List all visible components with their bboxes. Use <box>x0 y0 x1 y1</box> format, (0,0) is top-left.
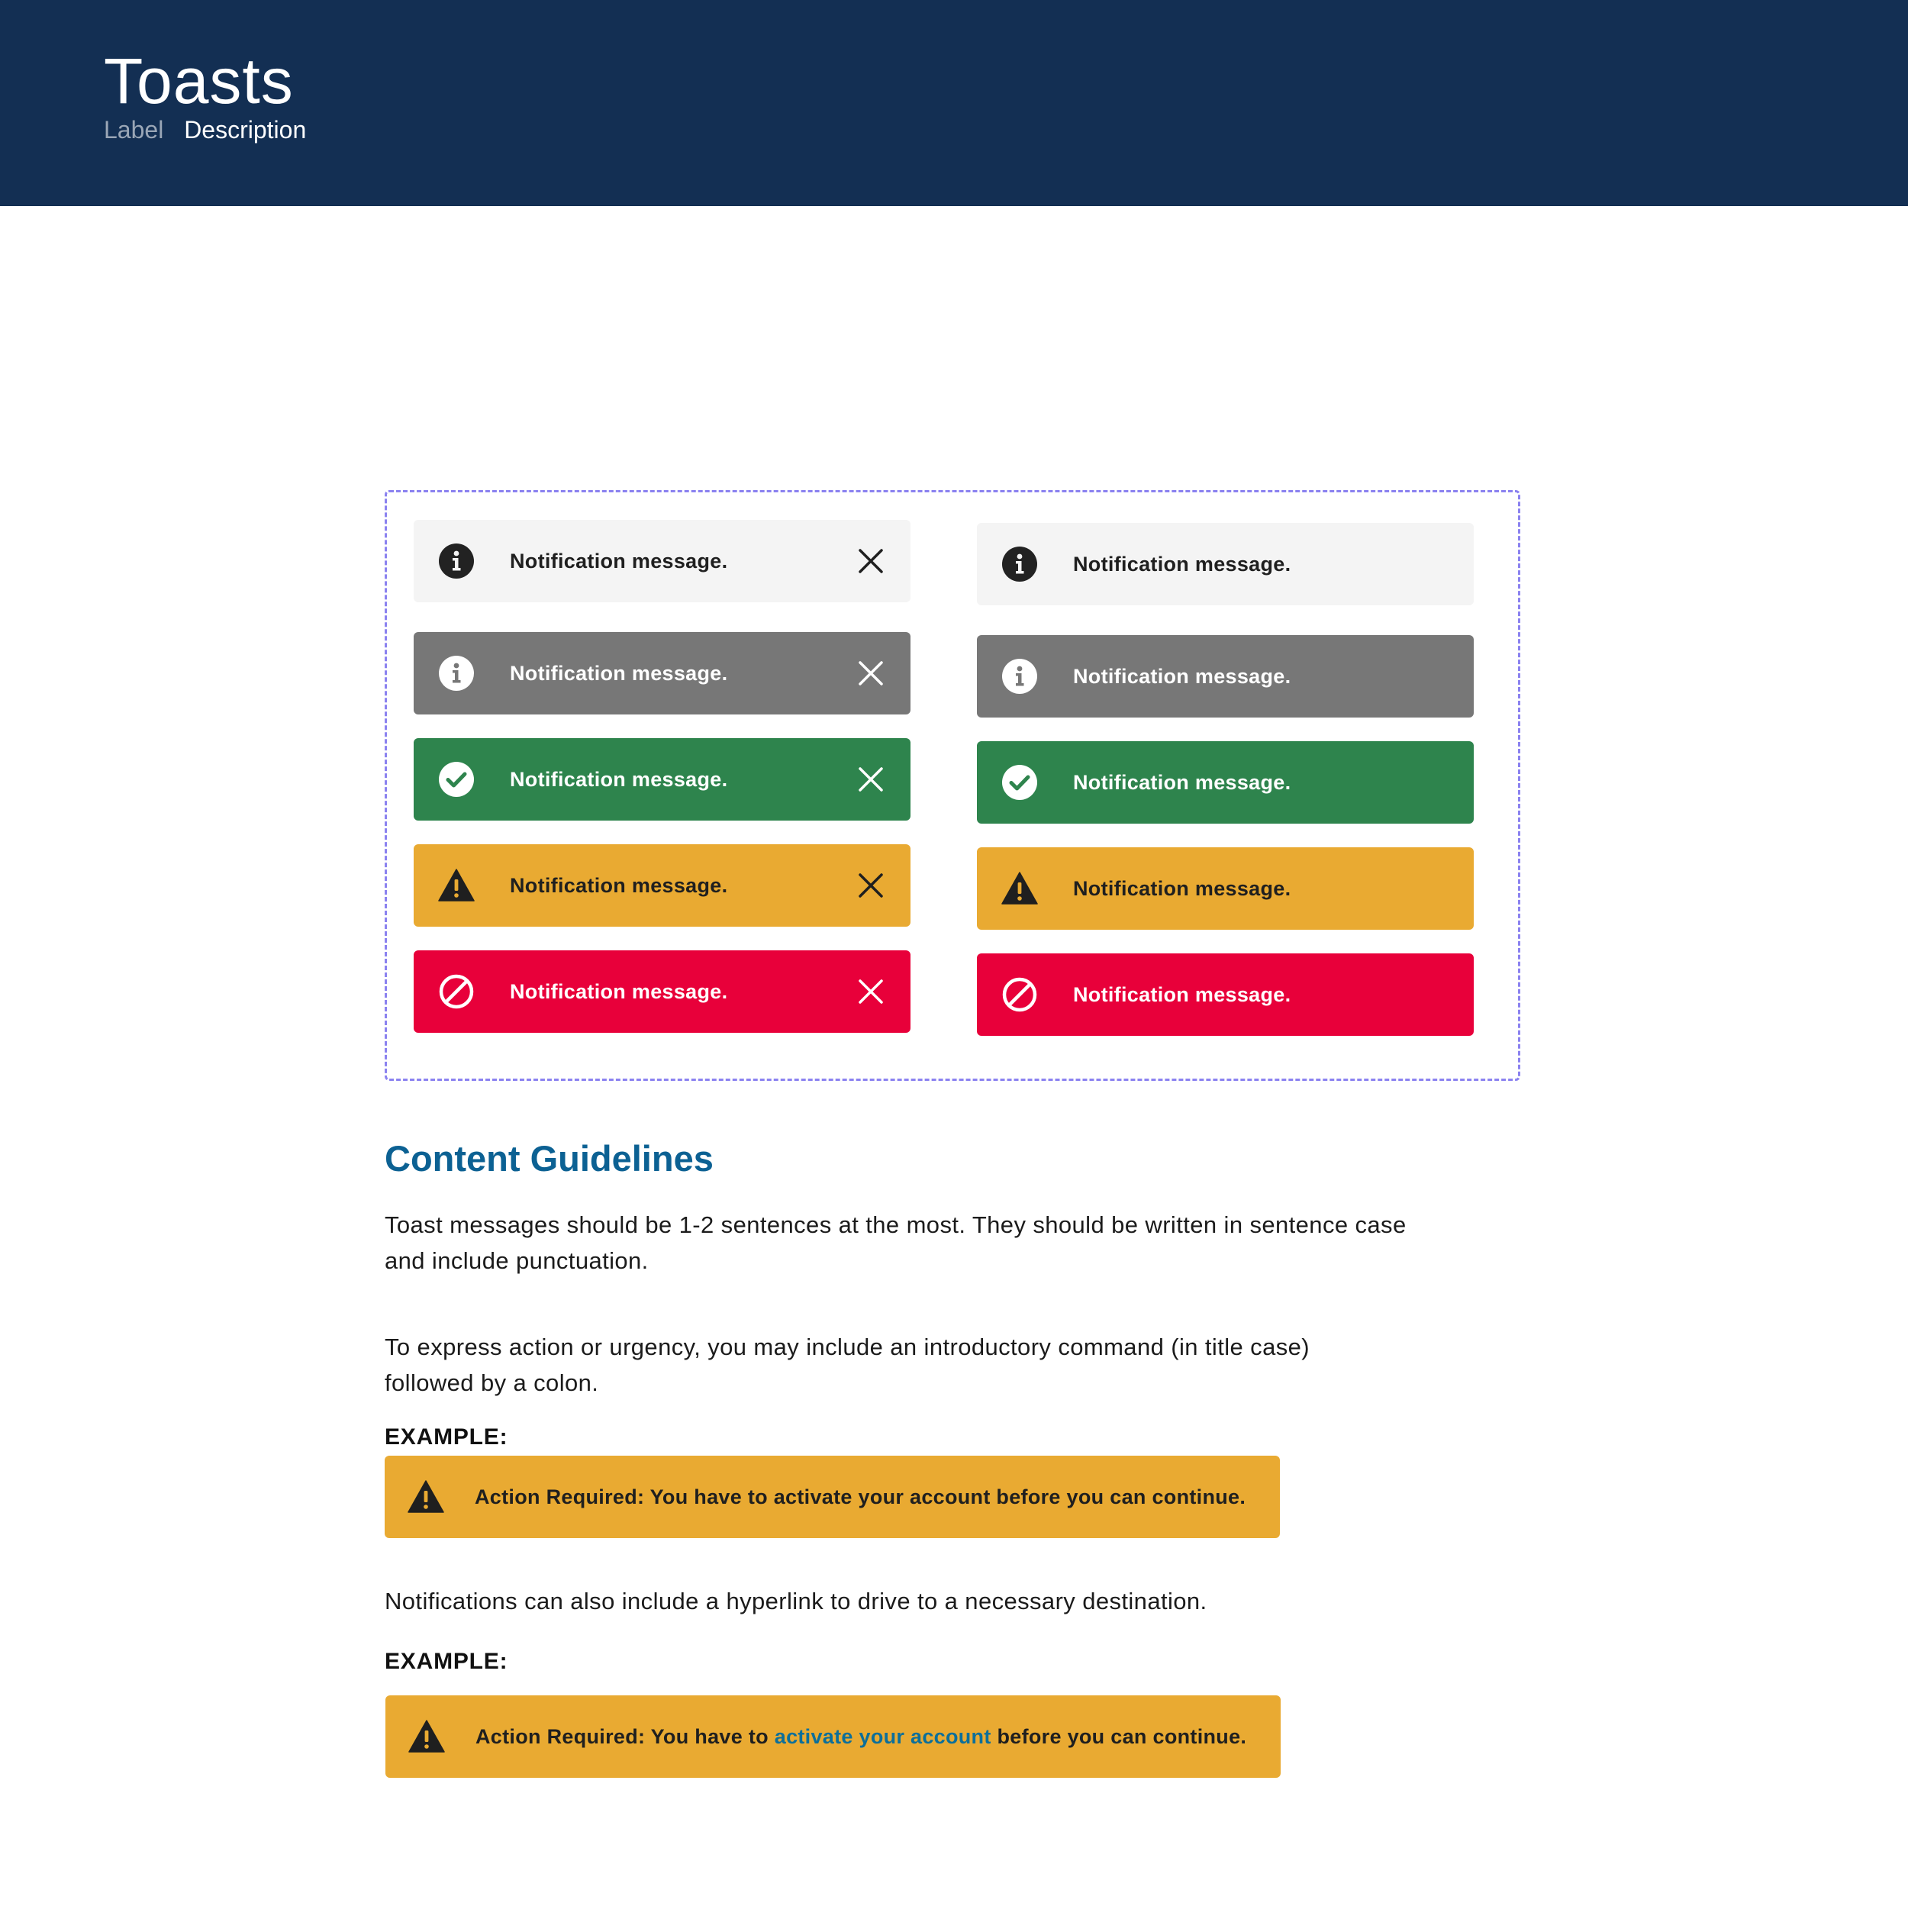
toast-message: Notification message. <box>510 549 728 573</box>
guideline-paragraph-1 <box>385 1207 1529 1279</box>
toast-info-dark-dismissible <box>414 632 910 714</box>
toast-info-dark <box>977 635 1474 718</box>
close-icon[interactable] <box>857 872 885 899</box>
info-icon <box>438 655 475 692</box>
warning-triangle-icon <box>438 867 475 904</box>
page-title: Toasts <box>104 45 294 117</box>
close-icon[interactable] <box>857 766 885 793</box>
prohibited-icon <box>1001 976 1038 1013</box>
toast-error-dismissible <box>414 950 910 1033</box>
toast-message: Notification message. <box>510 767 728 791</box>
toast-warning-dismissible <box>414 844 910 927</box>
toast-demo-container <box>385 490 1520 1081</box>
toast-message: Notification message. <box>1073 770 1291 794</box>
toast-message-start: Action Required: You have to <box>475 1724 775 1748</box>
toast-message: Notification message. <box>510 661 728 685</box>
paragraph-line: To express action or urgency, you may include an introductory command (in title case) <box>385 1334 1310 1360</box>
toast-message: Notification message. <box>1073 552 1291 576</box>
example-label: EXAMPLE: <box>385 1649 508 1674</box>
toast-message: Notification message. <box>510 873 728 897</box>
paragraph-line: and include punctuation. <box>385 1247 649 1274</box>
toast-info-light-dismissible <box>414 520 910 602</box>
paragraph-line: Toast messages should be 1-2 sentences at the most. They should be written in sentence case <box>385 1211 1407 1238</box>
check-circle-icon <box>1001 764 1038 801</box>
toast-error <box>977 953 1474 1036</box>
close-icon[interactable] <box>857 547 885 575</box>
section-title: Content Guidelines <box>385 1138 714 1179</box>
toast-info-light <box>977 523 1474 605</box>
toast-message: Notification message. <box>1073 982 1291 1006</box>
paragraph-line: followed by a colon. <box>385 1369 599 1396</box>
warning-triangle-icon <box>408 1718 445 1755</box>
info-icon <box>1001 658 1038 695</box>
toast-warning <box>977 847 1474 930</box>
info-icon <box>438 543 475 579</box>
warning-triangle-icon <box>1001 870 1038 907</box>
toast-message: Notification message. <box>1073 876 1291 900</box>
example-toast-with-link <box>385 1695 1281 1778</box>
toast-message: Notification message. <box>1073 664 1291 688</box>
toast-success <box>977 741 1474 824</box>
guideline-paragraph-2 <box>385 1329 1529 1401</box>
header-subtitle <box>104 115 306 145</box>
header-description: Description <box>184 116 307 144</box>
check-circle-icon <box>438 761 475 798</box>
toast-message: Notification message. <box>510 979 728 1003</box>
guideline-paragraph-3: Notifications can also include a hyperlink to drive to a necessary destination. <box>385 1588 1207 1614</box>
example-toast-warning <box>385 1456 1280 1538</box>
prohibited-icon <box>438 973 475 1010</box>
toast-message: Action Required: You have to activate your account before you can continue. <box>475 1485 1246 1508</box>
toast-message <box>475 1725 1246 1749</box>
warning-triangle-icon <box>408 1479 444 1515</box>
header-label: Label <box>104 116 164 144</box>
toast-message-end: before you can continue. <box>991 1724 1247 1748</box>
info-icon <box>1001 546 1038 582</box>
toast-success-dismissible <box>414 738 910 821</box>
close-icon[interactable] <box>857 978 885 1005</box>
activate-account-link[interactable]: activate your account <box>774 1724 991 1748</box>
example-label: EXAMPLE: <box>385 1424 508 1450</box>
close-icon[interactable] <box>857 660 885 687</box>
page-header <box>0 0 1908 206</box>
